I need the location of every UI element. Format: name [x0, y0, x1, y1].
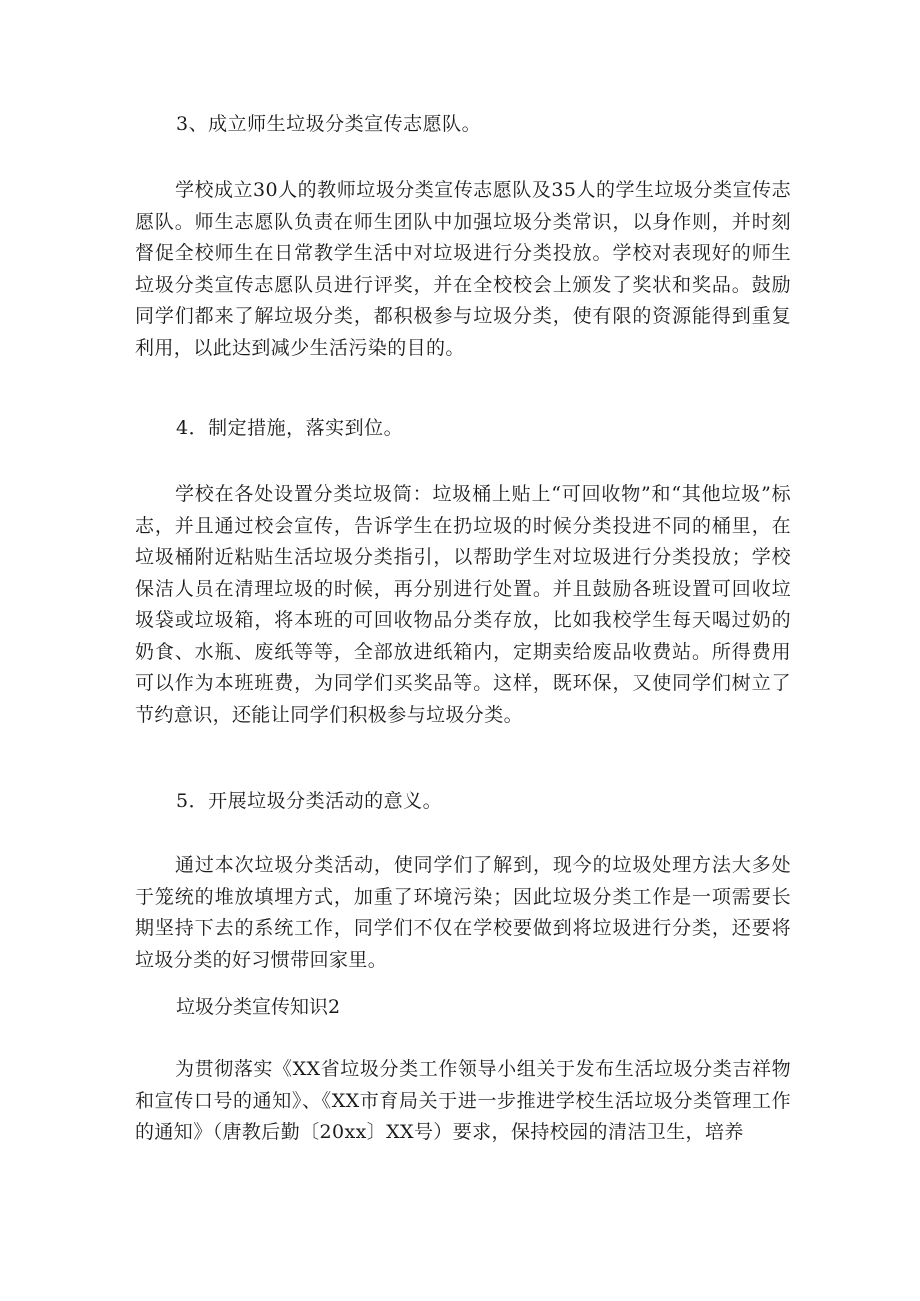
section-heading-3: 3、成立师生垃圾分类宣传志愿队。	[176, 113, 482, 135]
section-heading-5: 5．开展垃圾分类活动的意义。	[176, 790, 443, 812]
section-heading-4: 4．制定措施，落实到位。	[176, 417, 404, 439]
document-subtitle: 垃圾分类宣传知识2	[176, 996, 341, 1018]
section-body-4: 学校在各处设置分类垃圾筒：垃圾桶上贴上“可回收物”和“其他垃圾”标志，并且通过校会宣传，告诉学生在扔垃圾的时候分类投进不同的桶里，在垃圾桶附近粘贴生活垃圾分类指引，以帮助学生对垃圾进行分类投放；学校保洁人员在清理垃圾的时候，再分别进行处置。并且鼓励各班设置可回收垃圾袋或垃圾箱，将本班的可回收物品分类存放，比如我校学生每天喝过奶的奶食、水瓶、废纸等等，全部放进纸箱内，定期卖给废品收费站。所得费用可以作为本班班费，为同学们买奖品等。这样，既环保，又使同学们树立了节约意识，还能让同学们积极参与垃圾分类。	[135, 483, 791, 726]
section-body-3: 学校成立30人的教师垃圾分类宣传志愿队及35人的学生垃圾分类宣传志愿队。师生志愿队负责在师生团队中加强垃圾分类常识，以身作则，并时刻督促全校师生在日常教学生活中对垃圾进行分类投放。学校对表现好的师生垃圾分类宣传志愿队员进行评奖，并在全校校会上颁发了奖状和奖品。鼓励同学们都来了解垃圾分类，都积极参与垃圾分类，使有限的资源能得到重复利用，以此达到减少生活污染的目的。	[135, 179, 791, 359]
section-body-5: 通过本次垃圾分类活动，使同学们了解到，现今的垃圾处理方法大多处于笼统的堆放填埋方式，加重了环境污染；因此垃圾分类工作是一项需要长期坚持下去的系统工作，同学们不仅在学校要做到将垃圾进行分类，还要将垃圾分类的好习惯带回家里。	[135, 854, 791, 971]
final-paragraph: 为贯彻落实《XX省垃圾分类工作领导小组关于发布生活垃圾分类吉祥物和宣传口号的通知》、《XX市育局关于进一步推进学校生活垃圾分类管理工作的通知》（唐教后勤〔20xx〕XX号）要求，保持校园的清洁卫生，培养	[135, 1058, 791, 1143]
